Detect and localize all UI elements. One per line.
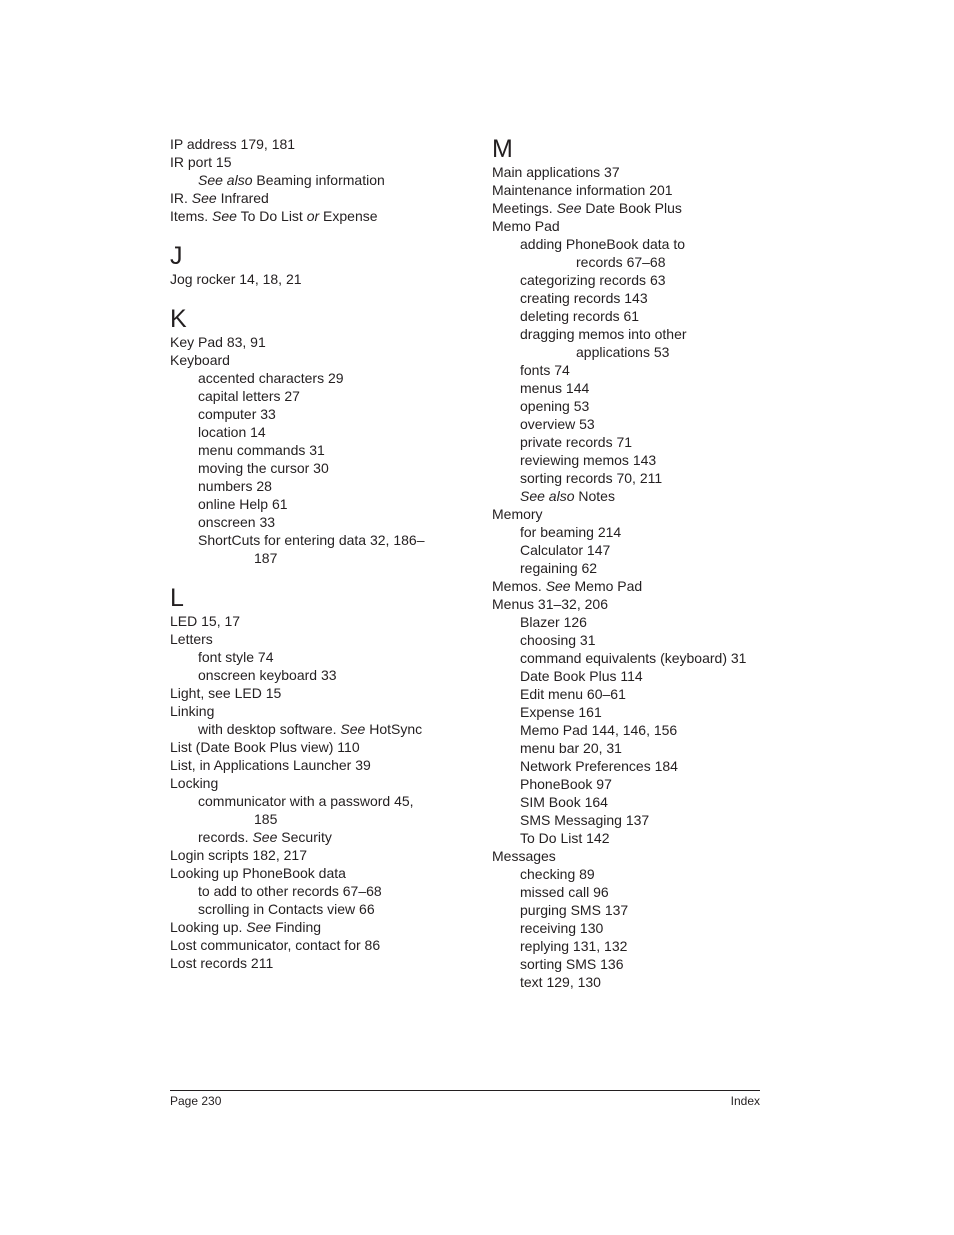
index-entry [170, 270, 460, 288]
index-entry [492, 217, 782, 235]
index-entry-text: Memory [492, 506, 543, 522]
footer-rule [170, 1090, 760, 1091]
index-entry-text: creating records 143 [520, 290, 648, 306]
index-entry [170, 630, 460, 648]
index-entry-text: categorizing records 63 [520, 272, 666, 288]
index-entry-text: communicator with a password 45, [198, 793, 414, 809]
index-column-right [492, 135, 782, 991]
index-entry [170, 684, 460, 702]
index-entry-text: menu commands 31 [198, 442, 325, 458]
index-entry-text: List, in Applications Launcher 39 [170, 757, 371, 773]
index-subentry [492, 397, 782, 415]
index-subentry [492, 415, 782, 433]
index-subentry [170, 828, 460, 846]
index-subentry [492, 541, 782, 559]
index-entry-text: Beaming information [252, 172, 385, 188]
index-entry-text: Letters [170, 631, 213, 647]
index-entry-text: Calculator 147 [520, 542, 611, 558]
index-entry-text: reviewing memos 143 [520, 452, 657, 468]
index-subentry [170, 441, 460, 459]
index-entry-text: 185 [254, 811, 278, 827]
index-cross-ref-keyword: See [340, 721, 366, 737]
index-subentry [170, 171, 460, 189]
index-entry-text: Memo Pad 144, 146, 156 [520, 722, 678, 738]
index-entry [170, 954, 460, 972]
index-subentry [170, 720, 460, 738]
index-entry-text: regaining 62 [520, 560, 598, 576]
index-entry-text: replying 131, 132 [520, 938, 628, 954]
index-entry-text: Menus 31–32, 206 [492, 596, 608, 612]
index-entry-text: checking 89 [520, 866, 595, 882]
index-subentry [492, 307, 782, 325]
index-entry-text: fonts 74 [520, 362, 570, 378]
index-cross-ref-keyword: See [246, 919, 272, 935]
index-subentry [492, 919, 782, 937]
index-subentry [170, 882, 460, 900]
index-subentry [492, 343, 782, 361]
index-entry-text: Date Book Plus [581, 200, 682, 216]
index-entry [170, 774, 460, 792]
section-letter: M [492, 135, 513, 163]
index-entry-text: Linking [170, 703, 215, 719]
index-subentry [170, 387, 460, 405]
index-subentry [492, 325, 782, 343]
page-number: Page 230 [170, 1094, 222, 1108]
index-entry-text: PhoneBook 97 [520, 776, 612, 792]
index-entry-text: SIM Book 164 [520, 794, 608, 810]
index-subentry [170, 459, 460, 477]
index-entry-text: moving the cursor 30 [198, 460, 329, 476]
index-cross-ref-keyword: See also [520, 488, 575, 504]
index-subentry [170, 477, 460, 495]
index-entry-text: with desktop software. [198, 721, 341, 737]
index-entry-text: Jog rocker 14, 18, 21 [170, 271, 302, 287]
index-subentry [492, 721, 782, 739]
index-subentry [492, 937, 782, 955]
index-subentry [492, 271, 782, 289]
index-entry-text: HotSync [365, 721, 423, 737]
index-subentry [492, 523, 782, 541]
index-subentry [492, 649, 782, 667]
index-subentry [492, 667, 782, 685]
index-cross-ref-keyword: See [556, 200, 582, 216]
index-entry-text: command equivalents (keyboard) 31 [520, 650, 747, 666]
index-entry-text: sorting records 70, 211 [520, 470, 663, 486]
index-entry-text: deleting records 61 [520, 308, 640, 324]
index-subentry [170, 900, 460, 918]
index-entry-text: IR port 15 [170, 154, 232, 170]
index-entry-text: records. [198, 829, 253, 845]
index-entry [170, 612, 460, 630]
index-entry-text: font style 74 [198, 649, 274, 665]
index-subentry [170, 810, 460, 828]
index-entry-text: records 67–68 [576, 254, 666, 270]
index-entry [492, 847, 782, 865]
index-subentry [492, 955, 782, 973]
index-entry-text: Meetings. [492, 200, 557, 216]
index-entry-text: receiving 130 [520, 920, 604, 936]
index-entry-text: Notes [574, 488, 615, 504]
index-entry [170, 135, 460, 153]
index-entry [170, 864, 460, 882]
index-entry [492, 577, 782, 595]
index-column-left [170, 135, 460, 972]
index-subentry [170, 513, 460, 531]
index-entry-text: List (Date Book Plus view) 110 [170, 739, 360, 755]
index-entry [492, 595, 782, 613]
index-cross-ref-keyword: See [191, 190, 217, 206]
index-entry-text: To Do List 142 [520, 830, 610, 846]
index-subentry [492, 883, 782, 901]
index-subentry [492, 451, 782, 469]
section-label: Index [730, 1094, 760, 1108]
section-letter: L [170, 584, 184, 612]
index-entry-text: Lost communicator, contact for 86 [170, 937, 381, 953]
index-entry-text: Date Book Plus 114 [520, 668, 643, 684]
index-entry-text: onscreen 33 [198, 514, 276, 530]
index-entry-text: Login scripts 182, 217 [170, 847, 307, 863]
index-entry-text: To Do List [236, 208, 307, 224]
index-subentry [492, 253, 782, 271]
index-entry-text: sorting SMS 136 [520, 956, 624, 972]
index-entry-text: Finding [271, 919, 322, 935]
index-subentry [492, 811, 782, 829]
index-cross-ref-keyword: or [306, 208, 320, 224]
index-entry-text: computer 33 [198, 406, 276, 422]
index-cross-ref-keyword: See also [198, 172, 253, 188]
section-letter: J [170, 242, 183, 270]
index-entry-text: Edit menu 60–61 [520, 686, 626, 702]
index-entry-text: location 14 [198, 424, 266, 440]
index-entry-text: accented characters 29 [198, 370, 344, 386]
index-entry-text: to add to other records 67–68 [198, 883, 382, 899]
index-entry-text: Blazer 126 [520, 614, 587, 630]
index-entry-text: Maintenance information 201 [492, 182, 673, 198]
section-letter: K [170, 305, 187, 333]
index-entry-text: Messages [492, 848, 556, 864]
index-subentry [170, 792, 460, 810]
index-entry [170, 918, 460, 936]
index-subentry [492, 469, 782, 487]
index-entry-text: menus 144 [520, 380, 590, 396]
index-entry [492, 181, 782, 199]
index-entry-text: Looking up. [170, 919, 247, 935]
index-subentry [170, 666, 460, 684]
index-entry-text: Light, see LED 15 [170, 685, 282, 701]
index-subentry [492, 901, 782, 919]
index-subentry [492, 433, 782, 451]
index-subentry [170, 405, 460, 423]
index-entry-text: choosing 31 [520, 632, 596, 648]
index-entry [170, 189, 460, 207]
index-subentry [170, 495, 460, 513]
index-cross-ref-keyword: See [545, 578, 571, 594]
index-entry [170, 846, 460, 864]
index-entry-text: dragging memos into other [520, 326, 687, 342]
index-subentry [492, 235, 782, 253]
index-entry-text: Memo Pad [570, 578, 643, 594]
index-entry-text: missed call 96 [520, 884, 609, 900]
index-subentry [170, 423, 460, 441]
index-subentry [492, 559, 782, 577]
index-entry-text: Memos. [492, 578, 546, 594]
index-subentry [492, 361, 782, 379]
index-entry [170, 153, 460, 171]
index-subentry [492, 829, 782, 847]
index-entry-text: LED 15, 17 [170, 613, 241, 629]
index-entry-text: menu bar 20, 31 [520, 740, 622, 756]
index-entry-text: Security [277, 829, 332, 845]
index-entry-text: Keyboard [170, 352, 230, 368]
index-entry-text: applications 53 [576, 344, 670, 360]
index-entry-text: Expense [319, 208, 378, 224]
index-entry [492, 199, 782, 217]
index-entry-text: adding PhoneBook data to [520, 236, 686, 252]
index-entry-text: Expense 161 [520, 704, 602, 720]
index-entry [170, 936, 460, 954]
index-entry-text: Network Preferences 184 [520, 758, 678, 774]
index-entry-text: Key Pad 83, 91 [170, 334, 266, 350]
index-subentry [492, 865, 782, 883]
index-entry-text: purging SMS 137 [520, 902, 629, 918]
index-subentry [492, 973, 782, 991]
index-entry-text: capital letters 27 [198, 388, 300, 404]
index-entry-text: onscreen keyboard 33 [198, 667, 337, 683]
index-cross-ref-keyword: See [212, 208, 237, 224]
index-cross-ref-keyword: See [252, 829, 278, 845]
index-subentry [170, 549, 460, 567]
index-entry [170, 756, 460, 774]
index-subentry [492, 631, 782, 649]
index-entry-text: for beaming 214 [520, 524, 622, 540]
index-entry-text: 187 [254, 550, 278, 566]
index-entry [170, 738, 460, 756]
index-subentry [492, 289, 782, 307]
index-subentry [170, 531, 460, 549]
index-entry-text: private records 71 [520, 434, 633, 450]
index-entry [170, 351, 460, 369]
index-subentry [492, 775, 782, 793]
index-entry-text: IR. [170, 190, 192, 206]
index-entry-text: Locking [170, 775, 219, 791]
index-entry-text: scrolling in Contacts view 66 [198, 901, 375, 917]
index-entry-text: Main applications 37 [492, 164, 620, 180]
index-entry-text: Infrared [216, 190, 269, 206]
index-entry-text: opening 53 [520, 398, 590, 414]
index-entry-text: ShortCuts for entering data 32, 186– [198, 532, 425, 548]
index-entry-text: Items. [170, 208, 213, 224]
index-subentry [170, 648, 460, 666]
index-entry [492, 505, 782, 523]
index-entry [170, 702, 460, 720]
index-entry-text: text 129, 130 [520, 974, 601, 990]
index-subentry [492, 703, 782, 721]
index-entry [170, 333, 460, 351]
index-entry-text: Looking up PhoneBook data [170, 865, 346, 881]
index-subentry [492, 739, 782, 757]
index-subentry [170, 369, 460, 387]
index-subentry [492, 487, 782, 505]
index-subentry [492, 613, 782, 631]
index-entry-text: SMS Messaging 137 [520, 812, 650, 828]
index-subentry [492, 793, 782, 811]
index-entry-text: online Help 61 [198, 496, 288, 512]
index-subentry [492, 685, 782, 703]
index-subentry [492, 379, 782, 397]
index-entry-text: Memo Pad [492, 218, 560, 234]
index-entry [170, 207, 460, 225]
index-entry-text: Lost records 211 [170, 955, 274, 971]
index-entry [492, 163, 782, 181]
index-entry-text: IP address 179, 181 [170, 136, 296, 152]
index-entry-text: numbers 28 [198, 478, 272, 494]
index-subentry [492, 757, 782, 775]
index-entry-text: overview 53 [520, 416, 595, 432]
